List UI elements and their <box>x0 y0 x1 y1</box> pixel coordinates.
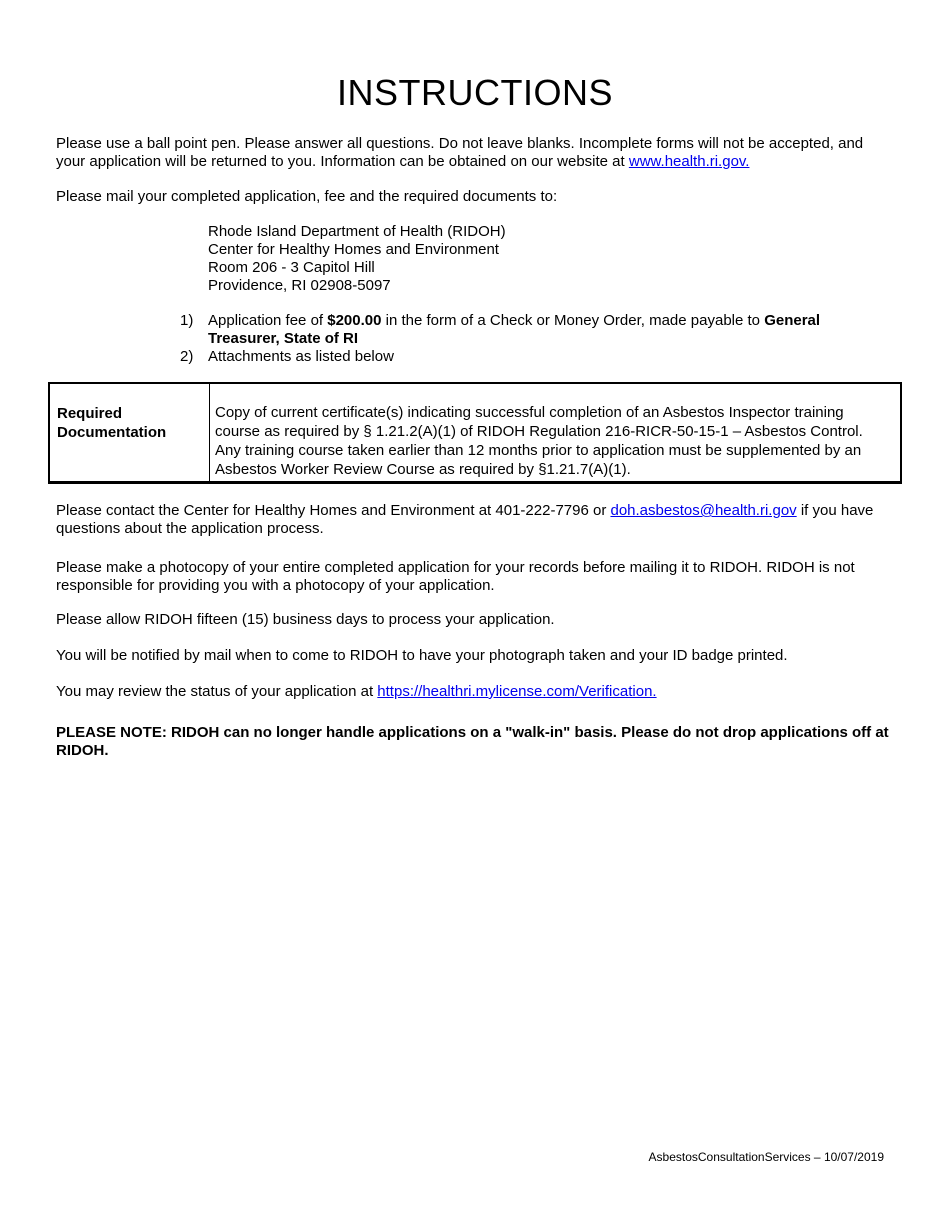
fee-instruction <box>208 312 860 348</box>
intro-paragraph <box>56 135 896 171</box>
list-number: 2) <box>180 348 194 365</box>
required-documentation-label <box>50 384 210 481</box>
footer-text: AsbestosConsultationServices – 10/07/2019 <box>648 1150 884 1164</box>
label-line-1: Required <box>57 405 123 422</box>
list-item <box>180 312 860 348</box>
fee-amount: $200.00 <box>327 312 382 329</box>
website-link[interactable]: www.health.ri.gov. <box>628 153 750 170</box>
status-paragraph <box>56 683 896 701</box>
fee-pre-text: Application fee of <box>208 312 328 329</box>
fee-mid-text: in the form of a Check or Money Order, made payable to <box>381 312 765 329</box>
mail-instruction: Please mail your completed application, fee and the required documents to: <box>56 188 558 205</box>
contact-paragraph <box>56 502 896 538</box>
contact-post-text: if you have questions about the application process. <box>56 502 874 537</box>
intro-text: Please use a ball point pen. Please answer all questions. Do not leave blanks. Incomplete forms will not be accepted, and your application will be returned to you. Information can be obtained on our website at <box>56 135 864 170</box>
required-documentation-text: Copy of current certificate(s) indicating successful completion of an Asbestos Inspector training course as required by § 1.21.2(A)(1) of RIDOH Regulation 216-RICR-50-15-1 – Asbestos Control. Any training course taken earlier than 12 months prior to application must be supplemented by an Asbestos Worker Review Course as required by §1.21.7(A)(1). <box>215 404 863 478</box>
mailing-address <box>208 223 506 295</box>
address-line-1: Rhode Island Department of Health (RIDOH) <box>208 223 506 240</box>
list-item <box>180 348 860 366</box>
attachments-text: Attachments as listed below <box>208 348 394 365</box>
photocopy-paragraph: Please make a photocopy of your entire completed application for your records before mailing it to RIDOH. RIDOH is not responsible for providing you with a photocopy of your application. <box>56 559 855 594</box>
notification-paragraph: You will be notified by mail when to come to RIDOH to have your photograph taken and your ID badge printed. <box>56 647 788 664</box>
list-number: 1) <box>180 312 194 329</box>
payee-name: General Treasurer, State of RI <box>208 312 821 347</box>
processing-paragraph: Please allow RIDOH fifteen (15) business days to process your application. <box>56 611 555 628</box>
required-documentation-table <box>48 382 902 484</box>
address-line-4: Providence, RI 02908-5097 <box>208 277 391 294</box>
address-line-3: Room 206 - 3 Capitol Hill <box>208 259 375 276</box>
address-line-2: Center for Healthy Homes and Environment <box>208 241 499 258</box>
contact-pre-text: Please contact the Center for Healthy Homes and Environment at 401-222-7796 or <box>56 502 611 519</box>
requirements-list <box>180 312 860 366</box>
please-note-paragraph: PLEASE NOTE: RIDOH can no longer handle applications on a "walk-in" basis. Please do not drop applications off at RIDOH. <box>56 724 889 759</box>
status-pre-text: You may review the status of your application at <box>56 683 378 700</box>
page-title: INSTRUCTIONS <box>337 72 613 113</box>
verification-link[interactable]: https://healthri.mylicense.com/Verification. <box>377 683 657 700</box>
label-line-2: Documentation <box>57 424 167 441</box>
email-link[interactable]: doh.asbestos@health.ri.gov <box>610 502 797 519</box>
